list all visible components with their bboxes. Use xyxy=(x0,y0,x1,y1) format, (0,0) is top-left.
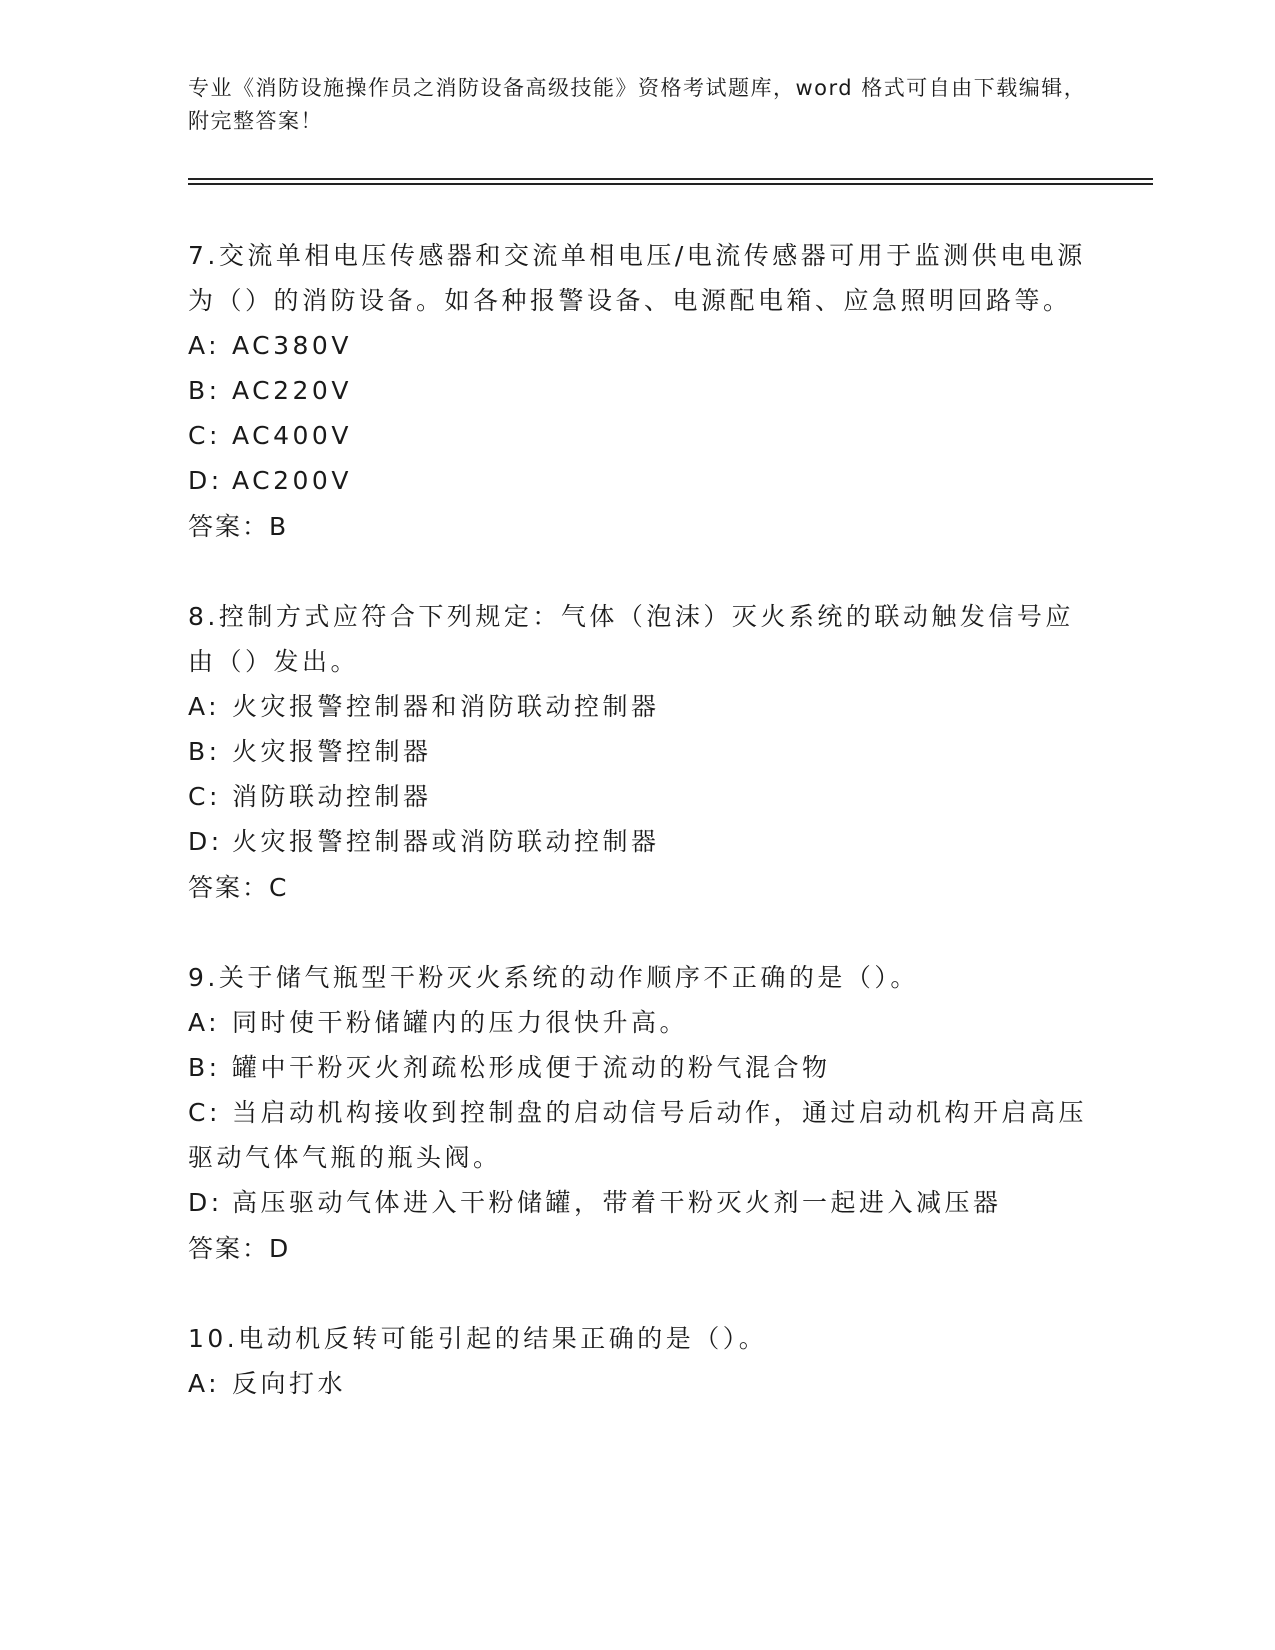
option-letter: D: xyxy=(188,1188,223,1217)
question-list xyxy=(188,233,1088,1450)
answer-line: 答案：B xyxy=(188,512,289,541)
option-text: 火灾报警控制器和消防联动控制器 xyxy=(232,692,660,721)
option-a xyxy=(188,1361,1088,1406)
question-stem: 10.电动机反转可能引起的结果正确的是（）。 xyxy=(188,1324,768,1353)
option-d xyxy=(188,458,1088,503)
option-b xyxy=(188,368,1088,413)
option-text: 当启动机构接收到控制盘的启动信号后动作，通过启动机构开启高压驱动气体气瓶的瓶头阀。 xyxy=(188,1098,1088,1172)
option-letter: A: xyxy=(188,1369,221,1398)
option-c xyxy=(188,774,1088,819)
option-text: AC400V xyxy=(232,421,352,450)
option-letter: A: xyxy=(188,331,221,360)
option-text: 高压驱动气体进入干粉储罐，带着干粉灭火剂一起进入减压器 xyxy=(232,1188,1002,1217)
question-7 xyxy=(188,233,1088,550)
option-letter: B: xyxy=(188,1053,221,1082)
option-letter: A: xyxy=(188,692,221,721)
option-letter: C: xyxy=(188,1098,221,1127)
option-letter: B: xyxy=(188,376,221,405)
question-8 xyxy=(188,594,1088,911)
header-divider-top xyxy=(188,178,1153,180)
question-stem: 9.关于储气瓶型干粉灭火系统的动作顺序不正确的是（）。 xyxy=(188,963,919,992)
header-divider-bottom xyxy=(188,183,1153,185)
option-letter: C: xyxy=(188,782,221,811)
option-letter: B: xyxy=(188,737,221,766)
option-c xyxy=(188,1090,1088,1180)
option-text: AC200V xyxy=(232,466,352,495)
option-text: 反向打水 xyxy=(232,1369,347,1398)
option-d xyxy=(188,1180,1088,1225)
option-b xyxy=(188,729,1088,774)
option-letter: A: xyxy=(188,1008,221,1037)
option-text: 火灾报警控制器 xyxy=(232,737,432,766)
question-10 xyxy=(188,1316,1088,1406)
option-letter: D: xyxy=(188,466,223,495)
option-text: AC220V xyxy=(232,376,352,405)
option-b xyxy=(188,1045,1088,1090)
question-9 xyxy=(188,955,1088,1272)
answer-line: 答案：C xyxy=(188,873,289,902)
option-a xyxy=(188,323,1088,368)
option-letter: C: xyxy=(188,421,221,450)
option-text: 同时使干粉储罐内的压力很快升高。 xyxy=(232,1008,689,1037)
answer-line: 答案：D xyxy=(188,1234,291,1263)
option-letter: D: xyxy=(188,827,223,856)
document-intro: 专业《消防设施操作员之消防设备高级技能》资格考试题库，word 格式可自由下载编辑，附完整答案！ xyxy=(188,76,1087,133)
option-text: 消防联动控制器 xyxy=(232,782,432,811)
option-text: 火灾报警控制器或消防联动控制器 xyxy=(232,827,660,856)
question-stem: 7.交流单相电压传感器和交流单相电压/电流传感器可用于监测供电电源为（）的消防设备。如各种报警设备、电源配电箱、应急照明回路等。 xyxy=(188,241,1086,315)
option-d xyxy=(188,819,1088,864)
option-c xyxy=(188,413,1088,458)
option-text: AC380V xyxy=(232,331,352,360)
option-a xyxy=(188,684,1088,729)
question-stem: 8.控制方式应符合下列规定：气体（泡沫）灭火系统的联动触发信号应由（）发出。 xyxy=(188,602,1074,676)
option-a xyxy=(188,1000,1088,1045)
option-text: 罐中干粉灭火剂疏松形成便于流动的粉气混合物 xyxy=(232,1053,831,1082)
